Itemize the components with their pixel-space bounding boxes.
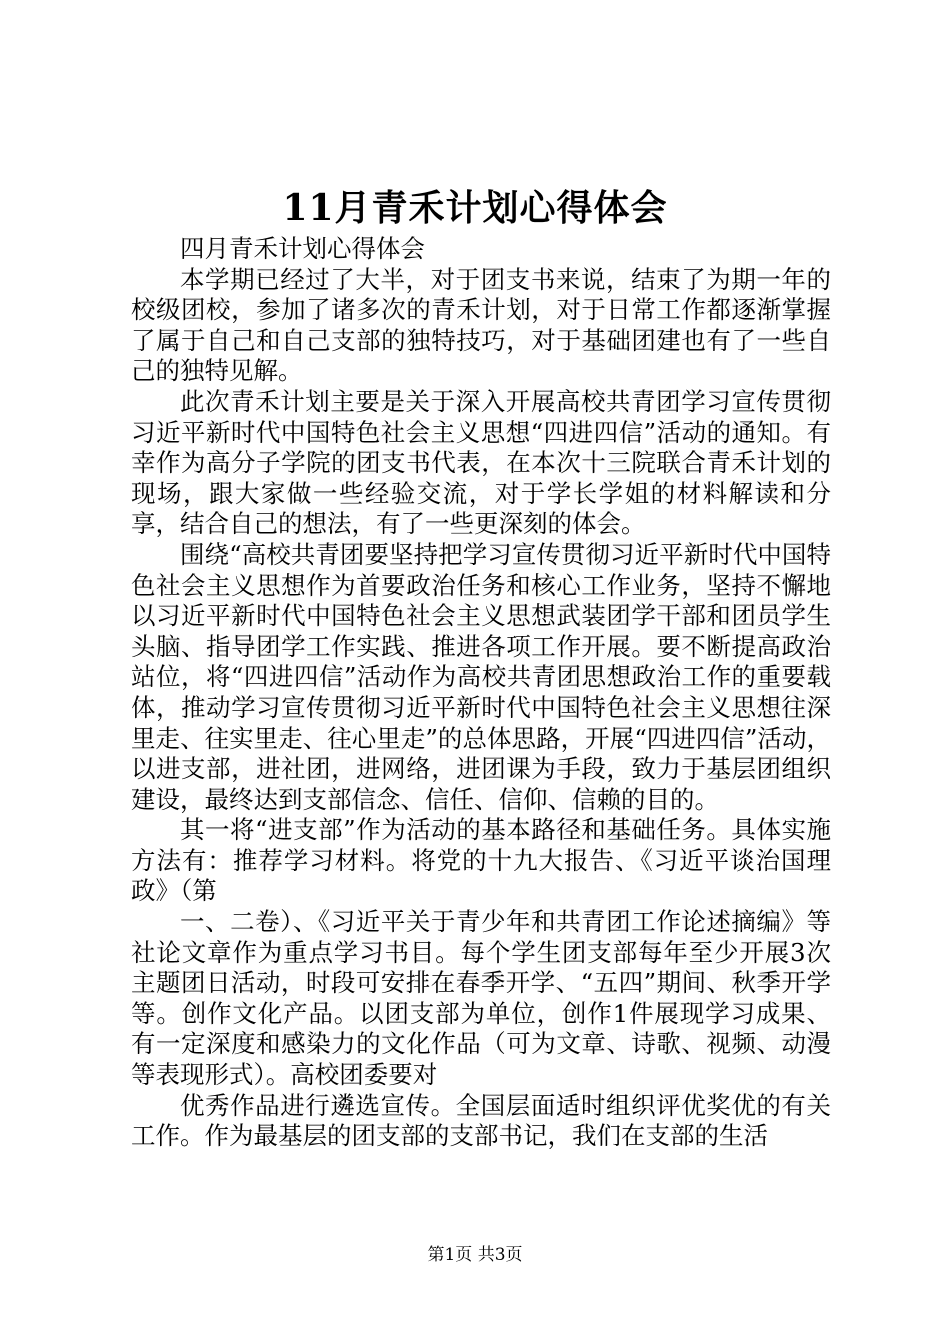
subtitle-paragraph: 四月青禾计划心得体会 (180, 234, 425, 263)
body-paragraph: 围绕“高校共青团要坚持把学习宣传贯彻习近平新时代中国特色社会主义思想作为首要政治任务和核心工作业务，坚持不懈地以习近平新时代中国特色社会主义思想武装团学干部和团员学生头脑、指导团学工作实践、推进各项工作开展。要不断提高政治站位，将“四进四信”活动作为高校共青团思想政治工作的重要载体，推动学习宣传贯彻习近平新时代中国特色社会主义思想往深里走、往实里走、往心里走”的总体思路，开展“四进四信”活动，以进支部，进社团，进网络，进团课为手段，致力于基层团组织建设，最终达到支部信念、信任、信仰、信赖的目的。 (131, 539, 831, 814)
body-paragraph: 此次青禾计划主要是关于深入开展高校共青团学习宣传贯彻习近平新时代中国特色社会主义思想“四进四信”活动的通知。有幸作为高分子学院的团支书代表，在本次十三院联合青禾计划的现场，跟大家做一些经验交流，对于学长学姐的材料解读和分享，结合自己的想法，有了一些更深刻的体会。 (131, 386, 831, 539)
document-body (131, 234, 831, 1152)
body-paragraph: 优秀作品进行遴选宣传。全国层面适时组织评优奖优的有关工作。作为最基层的团支部的支部书记，我们在支部的生活 (131, 1090, 831, 1151)
body-paragraph: 本学期已经过了大半，对于团支书来说，结束了为期一年的校级团校，参加了诸多次的青禾计划，对于日常工作都逐渐掌握了属于自己和自己支部的独特技巧，对于基础团建也有了一些自己的独特见解。 (131, 264, 831, 386)
body-paragraph: 一、二卷）、《习近平关于青少年和共青团工作论述摘编》等社论文章作为重点学习书目。每个学生团支部每年至少开展3次主题团日活动，时段可安排在春季开学、“五四”期间、秋季开学等。创作文化产品。以团支部为单位，创作1件展现学习成果、有一定深度和感染力的文化作品（可为文章、诗歌、视频、动漫等表现形式）。高校团委要对 (131, 907, 831, 1090)
document-title: 11月青禾计划心得体会 (282, 187, 668, 229)
page-number-footer: 第1页 共3页 (427, 1245, 523, 1265)
body-paragraph: 其一将“进支部”作为活动的基本路径和基础任务。具体实施方法有：推荐学习材料。将党的十九大报告、《习近平谈治国理政》（第 (131, 815, 831, 906)
